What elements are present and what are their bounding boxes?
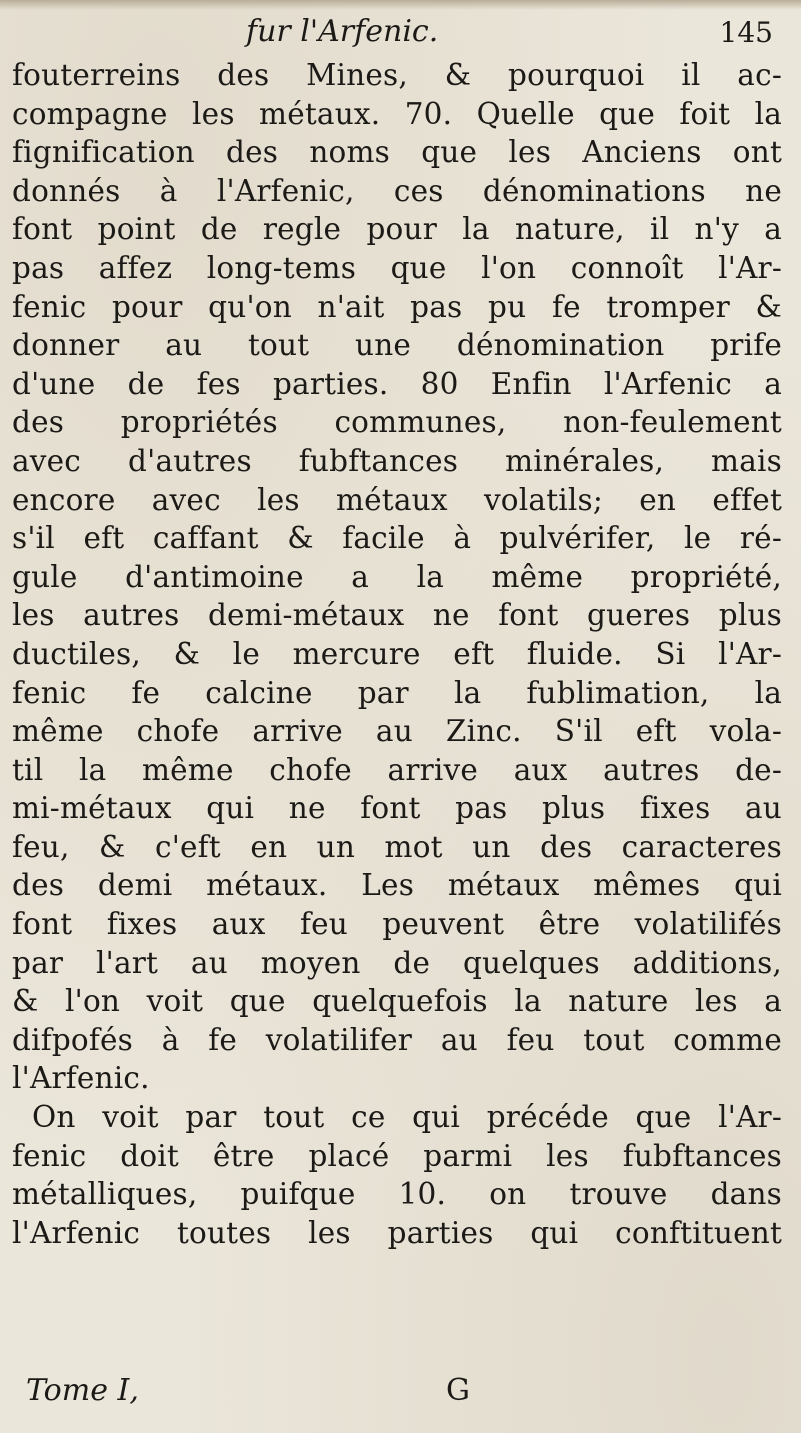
volume-signature: Tome I,: [26, 1373, 139, 1408]
text-line: font point de regle pour la nature, il n'y a: [12, 212, 782, 247]
text-line: donner au tout une dénomination prife: [12, 328, 782, 363]
text-line: encore avec les métaux volatils; en effet: [12, 482, 782, 517]
text-line: des propriétés communes, non-feulement: [12, 405, 782, 440]
text-line: d'une de fes parties. 80 Enfin l'Arfenic a: [12, 366, 782, 401]
text-line: métalliques, puifque 10. on trouve dans: [12, 1177, 782, 1212]
text-line: ductiles, & le mercure eft fluide. Si l'Ar-: [12, 636, 782, 671]
paragraph-start-line: On voit par tout ce qui précéde que l'Ar-: [32, 1100, 782, 1135]
text-line: fenic pour qu'on n'ait pas pu fe tromper &: [12, 289, 782, 324]
text-line: fenic doit être placé parmi les fubftances: [12, 1138, 782, 1173]
text-line: difpofés à fe volatilifer au feu tout comme: [12, 1022, 782, 1057]
text-line: s'il eft caffant & facile à pulvérifer, le ré-: [12, 521, 782, 556]
page-top-edge: [0, 0, 801, 10]
text-line: même chofe arrive au Zinc. S'il eft vola-: [12, 714, 782, 749]
text-line: fouterreins des Mines, & pourquoi il ac-: [12, 58, 782, 92]
text-line: les autres demi-métaux ne font gueres plus: [12, 598, 782, 633]
text-line: l'Arfenic.: [12, 1061, 150, 1096]
text-line: des demi métaux. Les métaux mêmes qui: [12, 868, 782, 903]
running-title: fur l'Arfenic.: [246, 14, 439, 49]
body-text: [12, 56, 782, 1252]
text-line: font fixes aux feu peuvent être volatilifés: [12, 907, 782, 942]
page-footer: [26, 1373, 726, 1413]
text-line: compagne les métaux. 70. Quelle que foit la: [12, 96, 782, 131]
text-line: gule d'antimoine a la même propriété,: [12, 559, 782, 594]
text-line: til la même chofe arrive aux autres de-: [12, 752, 782, 787]
text-line: fignification des noms que les Anciens ont: [12, 135, 782, 170]
text-line: par l'art au moyen de quelques additions,: [12, 945, 782, 980]
text-line: avec d'autres fubftances minérales, mais: [12, 443, 782, 478]
page-number: 145: [719, 16, 773, 49]
text-line: donnés à l'Arfenic, ces dénominations ne: [12, 173, 782, 208]
gathering-mark: G: [446, 1373, 470, 1408]
page-header: [0, 14, 801, 56]
text-line: mi-métaux qui ne font pas plus fixes au: [12, 791, 782, 826]
text-line: l'Arfenic toutes les parties qui conftituent: [12, 1215, 782, 1250]
text-line: fenic fe calcine par la fublimation, la: [12, 675, 782, 710]
text-line: & l'on voit que quelquefois la nature les a: [12, 984, 782, 1019]
text-line: pas affez long-tems que l'on connoît l'Ar-: [12, 250, 782, 285]
text-line: feu, & c'eft en un mot un des caracteres: [12, 829, 782, 864]
